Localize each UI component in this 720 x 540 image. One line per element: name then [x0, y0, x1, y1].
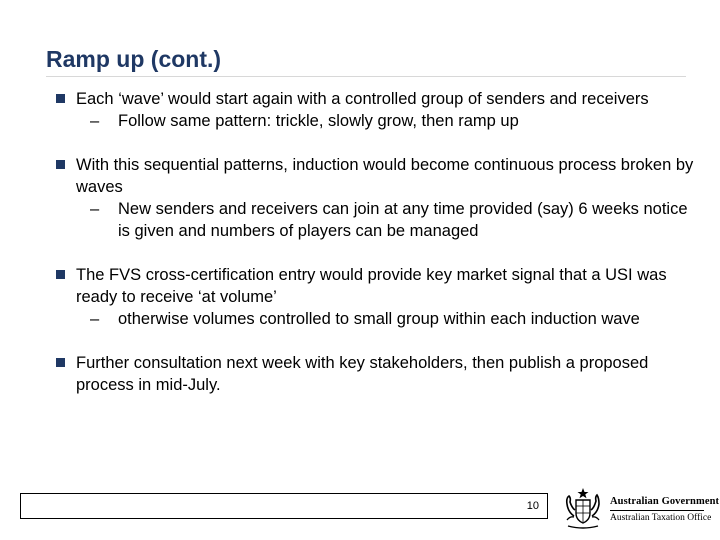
footer-bar [20, 493, 548, 519]
square-bullet-icon [56, 94, 65, 103]
sub-bullet-text: New senders and receivers can join at any time provided (say) 6 weeks notice is given and numbers of players can be managed [118, 200, 688, 240]
bullet-item [56, 154, 696, 242]
dash-marker: – [90, 200, 100, 218]
sub-bullet [76, 110, 696, 132]
slide-title: Ramp up (cont.) [46, 46, 222, 72]
sub-bullet-text: otherwise volumes controlled to small group within each induction wave [118, 310, 640, 328]
bullet-list [56, 88, 696, 418]
bullet-text: Each ‘wave’ would start again with a controlled group of senders and receivers [76, 90, 649, 108]
bullet-item [56, 264, 696, 330]
bullet-text: With this sequential patterns, induction would become continuous process broken by waves [76, 156, 694, 196]
bullet-text: The FVS cross-certification entry would provide key market signal that a USI was ready to receive ‘at volume’ [76, 266, 667, 306]
logo-divider [610, 510, 704, 511]
bullet-item [56, 88, 696, 132]
square-bullet-icon [56, 160, 65, 169]
sub-bullet [76, 308, 696, 330]
page-number: 10 [526, 500, 539, 512]
bullet-item [56, 352, 696, 396]
australian-government-logo [560, 486, 720, 532]
square-bullet-icon [56, 358, 65, 367]
agency-name: Australian Taxation Office [610, 513, 712, 523]
bullet-text: Further consultation next week with key stakeholders, then publish a proposed process in mid-July. [76, 354, 649, 394]
title-divider [46, 76, 686, 77]
coat-of-arms-icon [560, 486, 606, 532]
square-bullet-icon [56, 270, 65, 279]
sub-bullet [76, 198, 696, 242]
dash-marker: – [90, 112, 100, 130]
dash-marker: – [90, 310, 100, 328]
government-name: Australian Government [610, 496, 720, 507]
sub-bullet-text: Follow same pattern: trickle, slowly grow, then ramp up [118, 112, 519, 130]
